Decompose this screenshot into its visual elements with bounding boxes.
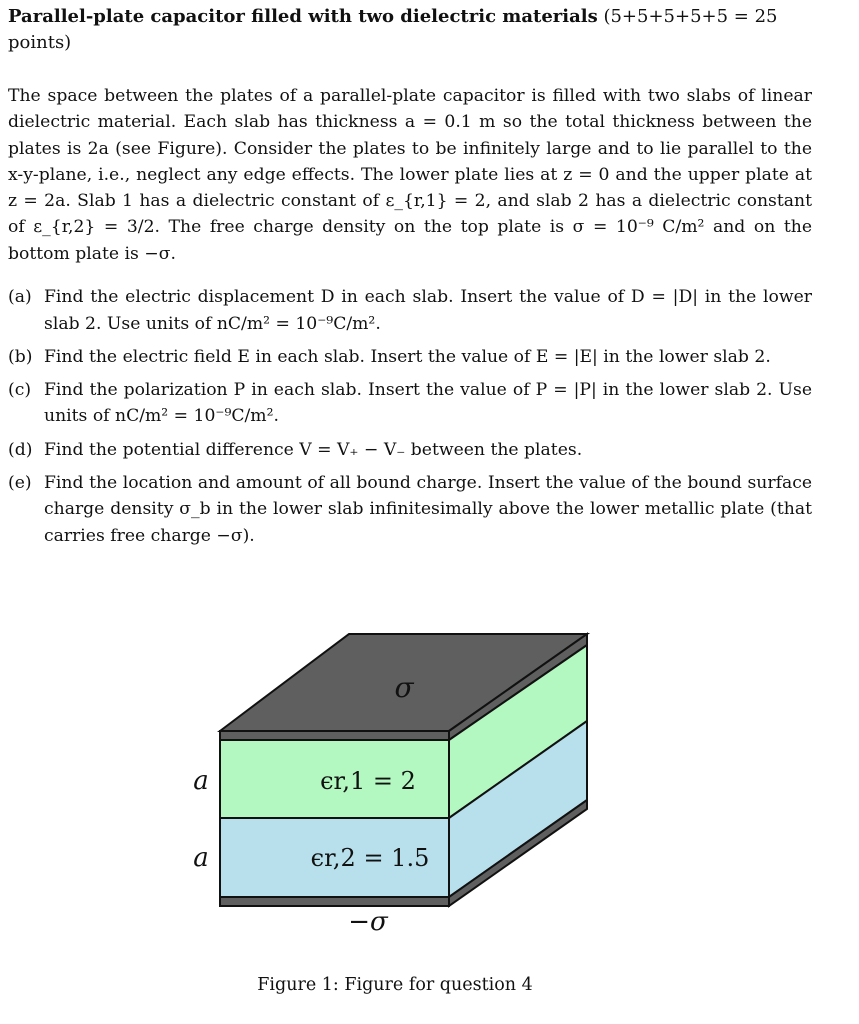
part-text: Find the electric field E in each slab. Insert the value of E = |E| in the lower slab 2. xyxy=(44,346,771,367)
capacitor-diagram xyxy=(0,624,859,934)
problem-page xyxy=(8,4,812,556)
part-d xyxy=(8,437,812,463)
problem-title xyxy=(8,4,812,56)
slab-2-label: ϵr,2 = 1.5 xyxy=(310,844,430,872)
top-plate-front-edge xyxy=(220,731,449,740)
part-tag: (e) xyxy=(8,473,32,494)
capacitor-figure xyxy=(0,624,859,934)
part-tag: (d) xyxy=(8,439,33,460)
problem-intro: The space between the plates of a parallel-plate capacitor is filled with two slabs of linear dielectric material. Each slab has thickness a = 0.1 m so the total thickness between the plates is 2a (see Figure). Consider the plates to be infinitely large and to lie parallel to the x-y-plane, i.e., neglect any edge effects. The lower plate lies at z = 0 and the upper plate at z = 2a. Slab 1 has a dielectric constant of ε_{r,1} = 2, and slab 2 has a dielectric constant of ε_{r,2} = 3/2. The free charge density on the top plate is σ = 10⁻⁹ C/m² and on the bottom plate is −σ. xyxy=(8,86,812,264)
part-b xyxy=(8,344,812,370)
top-charge-label: σ xyxy=(394,671,414,704)
part-e xyxy=(8,470,812,549)
slab-1-label: ϵr,1 = 2 xyxy=(320,767,416,795)
part-text: Find the polarization P in each slab. Insert the value of P = |P| in the lower slab 2. Use units of nC/m² = 10⁻⁹C/m². xyxy=(44,380,812,427)
part-c xyxy=(8,377,812,430)
question-parts xyxy=(8,284,812,549)
part-text: Find the potential difference V = V₊ − V₋ between the plates. xyxy=(44,439,583,460)
bottom-charge-label: −σ xyxy=(348,907,388,934)
thickness-label-1: a xyxy=(193,766,209,796)
part-tag: (b) xyxy=(8,346,33,367)
part-a xyxy=(8,284,812,337)
part-tag: (c) xyxy=(8,380,32,401)
thickness-label-2: a xyxy=(193,843,209,873)
part-tag: (a) xyxy=(8,287,32,308)
part-text: Find the electric displacement D in each slab. Insert the value of D = |D| in the lower slab 2. Use units of nC/m² = 10⁻⁹C/m². xyxy=(44,287,812,334)
bottom-plate-front xyxy=(220,897,449,906)
figure-caption: Figure 1: Figure for question 4 xyxy=(257,975,533,995)
title-bold: Parallel-plate capacitor filled with two dielectric materials xyxy=(8,6,598,27)
part-text: Find the location and amount of all bound charge. Insert the value of the bound surface charge density σ_b in the lower slab infinitesimally above the lower metallic plate (that carries free charge −σ). xyxy=(44,473,812,546)
title-points: (5+5+5+5+5 = 25 points) xyxy=(8,6,778,53)
